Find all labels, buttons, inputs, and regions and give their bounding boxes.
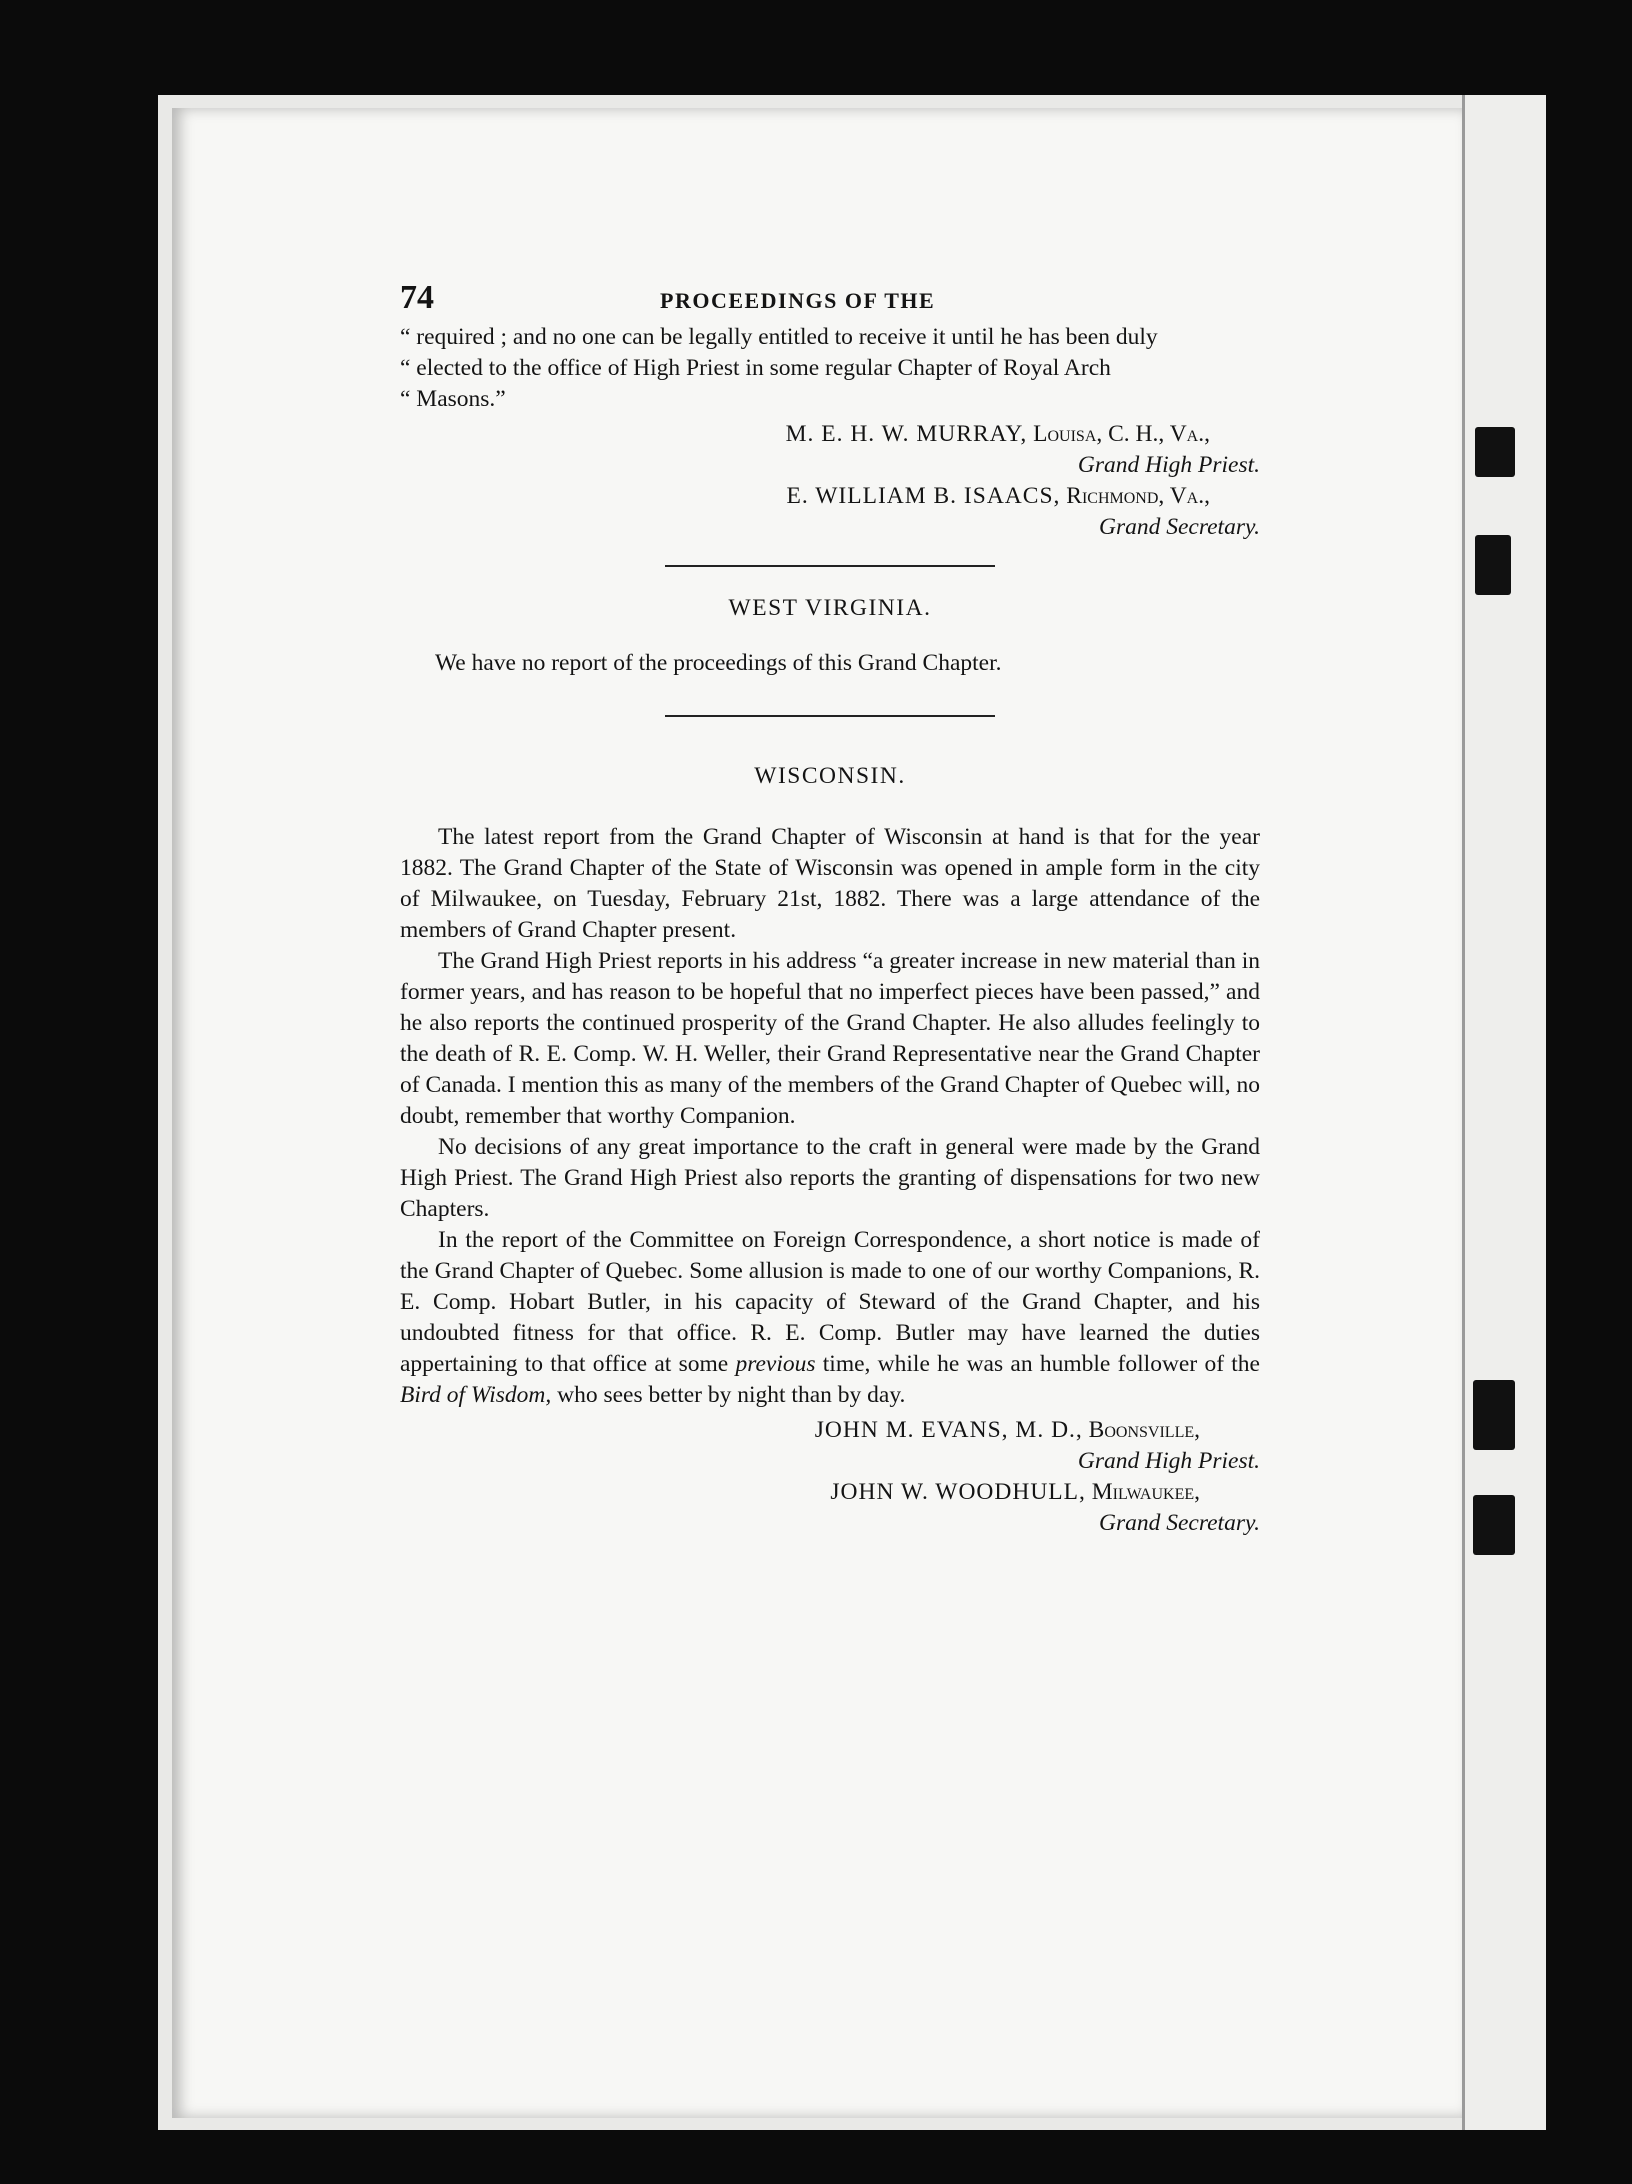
emphasis-text: previous <box>735 1351 816 1377</box>
virginia-signatures <box>400 419 1260 543</box>
wisconsin-paragraph-1: The latest report from the Grand Chapter of Wisconsin at hand is that for the year 1882. The Grand Chapter of the State of Wisconsin was opened in ample form in the city of Milwaukee, on Tuesday, February 21st, 1882. There was a large attendance of the members of Grand Chapter present. <box>400 824 1260 943</box>
section-divider <box>665 565 995 567</box>
paragraph-text: time, while he was an humble follower of the <box>815 1351 1260 1377</box>
virginia-quote <box>400 322 1260 415</box>
paragraph-text: In the report of the Committee on Foreign Correspondence, a short notice is made of the Grand Chapter of Quebec. Some allusion is made to one of our worthy Companions, R. E. Comp. Hobart Butler, in his capacity of Steward of the Grand Chapter, and his undoubted fitness for that office. R. E. Comp. Butler may have learned the duties appertaining to that office at some <box>400 1227 1260 1377</box>
quote-line: “ required ; and no one can be legally entitled to receive it until he has been duly <box>400 324 1158 350</box>
wisconsin-paragraph-2: The Grand High Priest reports in his address “a greater increase in new material than in former years, and has reason to be hopeful that no imperfect pieces have been passed,” and he also reports the continued prosperity of the Grand Chapter. He also alludes feelingly to the death of R. E. Comp. W. H. Weller, their Grand Representative near the Grand Chapter of Canada. I mention this as many of the members of the Grand Chapter of Quebec will, no doubt, remember that worthy Companion. <box>400 948 1260 1129</box>
paragraph-text: who sees better by night than by day. <box>551 1382 906 1408</box>
quote-line: “ Masons.” <box>400 386 506 412</box>
signatory-name: JOHN W. WOODHULL, <box>830 1479 1086 1505</box>
emphasis-text: Bird of Wisdom, <box>400 1382 552 1408</box>
signatory-place: Boonsville, <box>1088 1417 1200 1443</box>
signatory-title: Grand Secretary. <box>1099 514 1260 540</box>
ink-blot-3 <box>1473 1380 1515 1450</box>
west-virginia-text: We have no report of the proceedings of this Grand Chapter. <box>435 650 1002 676</box>
signature-line <box>400 481 1210 512</box>
quote-line: “ elected to the office of High Priest in some regular Chapter of Royal Arch <box>400 355 1111 381</box>
signatory-title: Grand Secretary. <box>1099 1510 1260 1536</box>
signatory-title: Grand High Priest. <box>1077 452 1260 478</box>
running-title: PROCEEDINGS OF THE <box>660 288 936 313</box>
signatory-place: Milwaukee, <box>1091 1479 1200 1505</box>
signature-line <box>400 419 1210 450</box>
section-heading-wisconsin: WISCONSIN. <box>754 763 906 789</box>
ink-blot-2 <box>1475 535 1511 595</box>
facing-page-edge <box>1462 95 1546 2130</box>
ink-blot-1 <box>1475 427 1515 477</box>
section-heading-west-virginia: WEST VIRGINIA. <box>728 595 932 621</box>
wisconsin-paragraph-4 <box>400 1225 1260 1411</box>
wisconsin-signatures <box>400 1415 1260 1539</box>
signatory-name: E. WILLIAM B. ISAACS, <box>786 483 1061 509</box>
section-divider <box>665 715 995 717</box>
text-column <box>400 279 1260 1539</box>
signatory-name: JOHN M. EVANS, M. D., <box>814 1417 1083 1443</box>
signature-line <box>400 1477 1200 1508</box>
ink-blot-4 <box>1473 1495 1515 1555</box>
signatory-place: Louisa, C. H., Va., <box>1033 421 1210 447</box>
running-head <box>400 279 1260 322</box>
signatory-place: Richmond, Va., <box>1066 483 1210 509</box>
wisconsin-paragraph-3: No decisions of any great importance to the craft in general were made by the Grand High Priest. The Grand High Priest also reports the granting of dispensations for two new Chapters. <box>400 1134 1260 1222</box>
signature-line <box>400 1415 1200 1446</box>
signatory-name: M. E. H. W. MURRAY, <box>785 421 1028 447</box>
page-number: 74 <box>400 279 434 316</box>
signatory-title: Grand High Priest. <box>1077 1448 1260 1474</box>
